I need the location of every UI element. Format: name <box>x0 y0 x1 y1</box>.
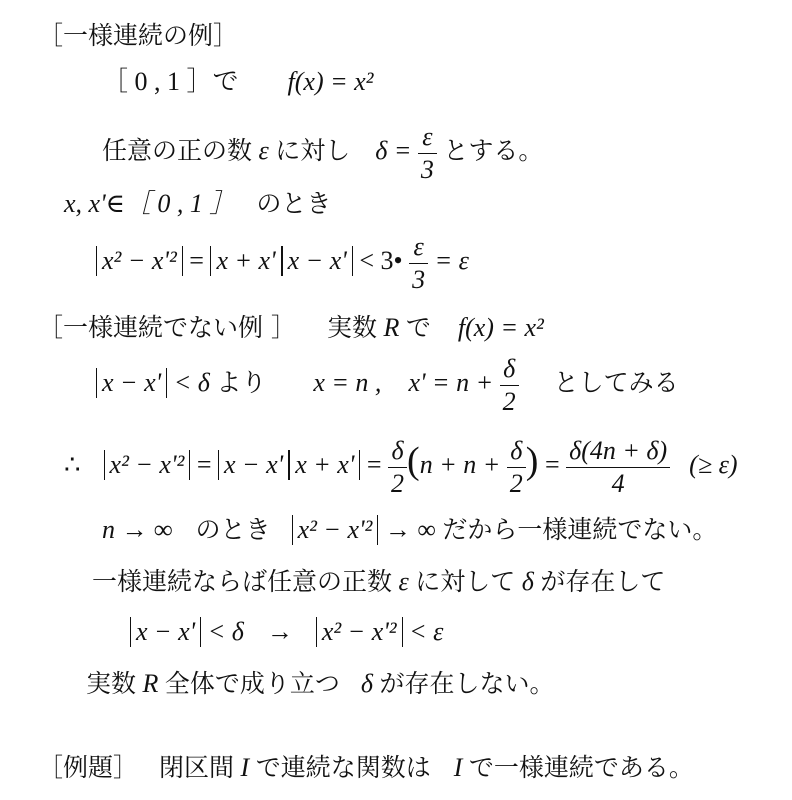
epsilon-symbol: ε <box>258 136 269 165</box>
equals: = <box>544 450 560 479</box>
equals: = <box>366 450 382 479</box>
abs-x-plus-xp: x + x' <box>289 450 360 480</box>
fraction-denominator: 2 <box>502 386 516 416</box>
limit-end: だから一様連続でない。 <box>442 515 718 544</box>
example-line <box>38 752 694 784</box>
abs-x2-minus-xp2: x² − x'² <box>292 515 379 545</box>
de-text: で <box>405 313 431 342</box>
final-line <box>86 668 555 700</box>
less-than-epsilon: < ε <box>409 617 444 646</box>
fraction-denominator: 3 <box>412 264 426 294</box>
arrow: → <box>266 617 293 646</box>
abs-x2-minus-xp2: x² − x'² <box>96 246 183 276</box>
equals: = <box>196 450 212 479</box>
real-text: 実数 <box>326 313 377 342</box>
premise-a: 任意の正の数 <box>102 136 253 165</box>
inequality-line <box>96 230 469 296</box>
less-than-delta: < δ <box>173 368 210 397</box>
statement-b: に対して <box>415 567 516 596</box>
delta-over-2-inner <box>507 436 526 499</box>
result-fraction <box>566 436 670 499</box>
fraction-numerator: δ <box>391 435 404 465</box>
abs-x-minus-xp: x − x' <box>130 617 201 647</box>
condition-suffix: のとき <box>256 189 332 218</box>
delta-over-2 <box>388 436 407 499</box>
statement-line <box>92 566 665 598</box>
final-c: が存在しない。 <box>379 669 555 698</box>
equals-epsilon: = ε <box>434 246 469 275</box>
fraction-numerator: ε <box>413 231 424 261</box>
example-text-c: で一様連続である。 <box>468 753 694 782</box>
abs-x2-minus-xp2: x² − x'² <box>104 450 191 480</box>
yori-text: より <box>216 368 267 397</box>
I-symbol: I <box>240 753 250 782</box>
I-symbol: I <box>453 753 463 782</box>
premise-b: に対し <box>275 136 351 165</box>
fraction-denominator: 4 <box>611 468 625 498</box>
x-equals-n: x = n , <box>313 368 382 397</box>
assumption-line <box>96 352 679 418</box>
delta-fraction <box>418 122 437 185</box>
condition-line <box>64 188 331 220</box>
therefore-symbol: ∴ <box>64 450 81 479</box>
abs-x2-minus-xp2: x² − x'² <box>316 617 403 647</box>
right-paren: ) <box>525 440 539 482</box>
section2-title: ［一様連続でない例 ］ <box>38 313 296 342</box>
abs-x-plus-xp: x + x' <box>210 246 281 276</box>
statement-a: 一様連続ならば任意の正数 <box>92 567 393 596</box>
final-b: 全体で成り立つ <box>164 669 340 698</box>
example-text-a: 閉区間 <box>159 753 235 782</box>
section2-title-line <box>38 312 544 344</box>
delta-symbol: δ <box>360 669 374 698</box>
delta-symbol: δ <box>521 567 534 596</box>
try-text: としてみる <box>553 368 679 397</box>
less-than-3: < 3• <box>359 246 403 275</box>
fraction-denominator: 3 <box>420 154 434 184</box>
statement-c: が存在して <box>540 567 666 596</box>
function-def: f(x) = x² <box>287 67 374 96</box>
n-to-infinity: n → ∞ <box>102 515 173 544</box>
abs-x-minus-xp: x − x' <box>96 368 167 398</box>
implication-line <box>130 616 443 648</box>
fraction-denominator: 2 <box>509 468 523 498</box>
to-infinity: → ∞ <box>384 515 436 544</box>
condition: x, x'∈［ 0 , 1 ］ <box>64 189 236 218</box>
equals: = <box>189 246 204 275</box>
xp-equals: x' = n + <box>408 368 494 397</box>
delta-def: δ = <box>375 136 412 165</box>
R-symbol: R <box>142 669 159 698</box>
R-symbol: R <box>383 313 400 342</box>
domain-text: ［ 0 , 1 ］で <box>102 67 239 96</box>
less-than-delta: < δ <box>207 617 244 646</box>
example-label: ［例題］ <box>38 753 139 782</box>
eps-over-3 <box>409 232 428 295</box>
fraction-numerator: δ <box>503 353 516 383</box>
calculation-line <box>64 428 738 500</box>
fraction-numerator: δ(4n + δ) <box>569 435 668 465</box>
premise-end: とする。 <box>443 136 544 165</box>
epsilon-symbol: ε <box>398 567 409 596</box>
final-a: 実数 <box>86 669 137 698</box>
section1-title: ［一様連続の例］ <box>38 21 239 50</box>
limit-line <box>102 514 717 546</box>
fraction-denominator: 2 <box>391 468 405 498</box>
paren-content: n + n + <box>419 450 501 479</box>
delta-over-2 <box>500 354 519 417</box>
fraction-numerator: ε <box>422 121 433 151</box>
function-def-2: f(x) = x² <box>457 313 544 342</box>
fraction-numerator: δ <box>510 435 523 465</box>
ge-epsilon: (≥ ε) <box>689 450 738 479</box>
abs-x-minus-xp: x − x' <box>282 246 353 276</box>
example-text-b: で連続な関数は <box>255 753 431 782</box>
limit-mid: のとき <box>195 515 271 544</box>
domain-line <box>102 66 373 98</box>
abs-x-minus-xp: x − x' <box>218 450 289 480</box>
left-paren: ( <box>407 440 420 482</box>
premise-line <box>102 120 543 182</box>
